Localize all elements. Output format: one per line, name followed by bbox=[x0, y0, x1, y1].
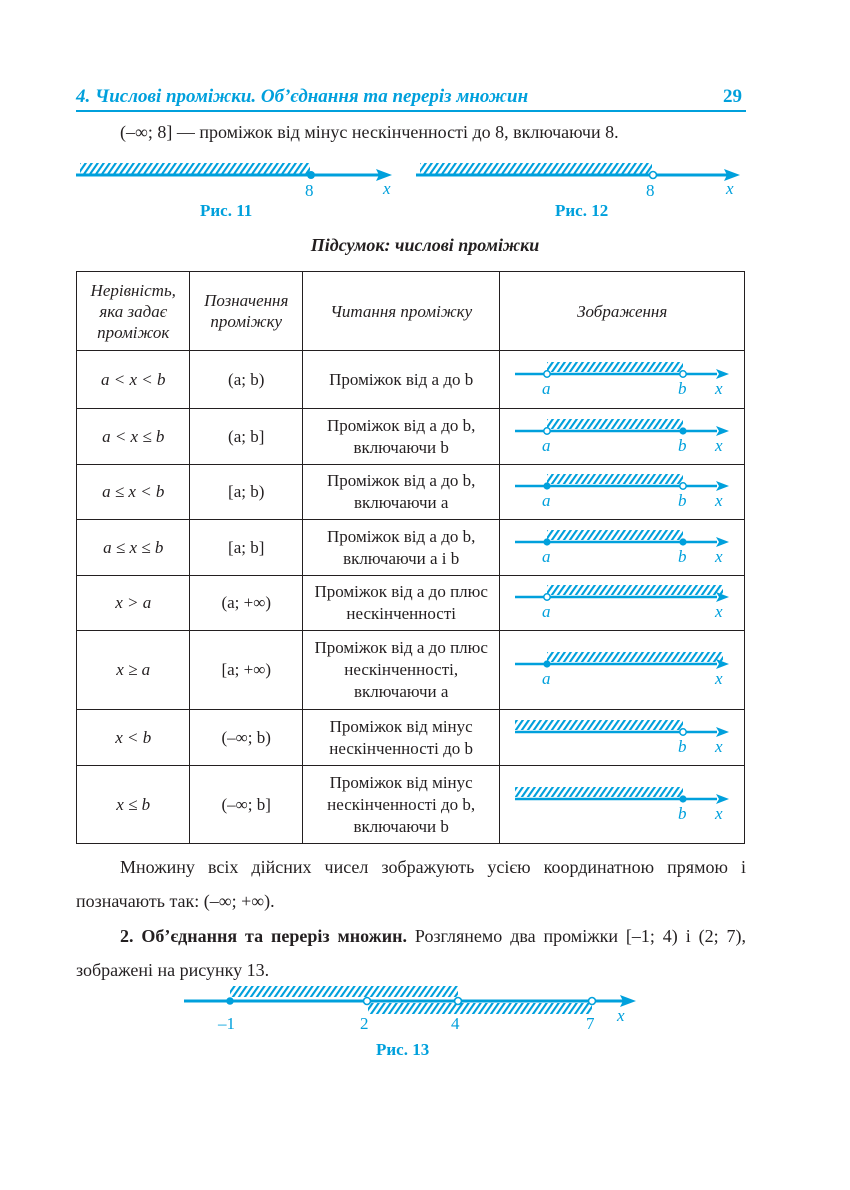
open-point bbox=[544, 370, 550, 376]
hatch-region bbox=[420, 163, 652, 174]
hatch-region bbox=[547, 474, 683, 484]
point-b-label: b bbox=[678, 435, 687, 455]
paragraph-text: Множину всіх дійсних чисел зображують усією координатною прямою і позначають так: (–∞; +∞). bbox=[76, 857, 746, 911]
paragraph-union bbox=[76, 919, 746, 987]
open-point bbox=[680, 728, 686, 734]
fig13-caption: Рис. 13 bbox=[376, 1040, 430, 1059]
summary-title: Підсумок: числові проміжки bbox=[310, 235, 540, 255]
notation-cell: [a; +∞) bbox=[190, 631, 302, 710]
inequality-cell: x < b bbox=[77, 710, 190, 766]
point-label: 2 bbox=[360, 1014, 369, 1033]
intro-line: (–∞; 8] — проміжок від мінус нескінченності до 8, включаючи 8. bbox=[120, 122, 619, 142]
inequality-cell: a ≤ x ≤ b bbox=[77, 520, 190, 576]
axis-var: x bbox=[715, 803, 723, 823]
open-point bbox=[544, 594, 550, 600]
point-a-label: a bbox=[542, 435, 551, 455]
reading-cell: Проміжок від a до b, включаючи b bbox=[302, 409, 499, 465]
header-image: Зображення bbox=[500, 272, 745, 351]
header-notation: Позначення проміжку bbox=[190, 272, 302, 351]
table-row bbox=[77, 710, 745, 766]
number-line bbox=[511, 785, 733, 825]
notation-cell: (–∞; b] bbox=[190, 766, 302, 844]
image-cell bbox=[500, 409, 745, 465]
notation-cell: [a; b] bbox=[190, 520, 302, 576]
closed-point bbox=[680, 538, 687, 545]
closed-point bbox=[680, 795, 687, 802]
number-line bbox=[511, 718, 733, 758]
point-label: 8 bbox=[305, 181, 314, 200]
open-point bbox=[589, 998, 596, 1005]
point-b-label: b bbox=[678, 491, 687, 510]
point-b-label: b bbox=[678, 803, 687, 823]
axis-var: x bbox=[726, 179, 734, 198]
inequality-cell: x ≥ a bbox=[77, 631, 190, 710]
intervals-table bbox=[76, 271, 745, 844]
axis-var: x bbox=[715, 435, 723, 455]
hatch-region-2 bbox=[368, 1003, 592, 1014]
open-point bbox=[680, 483, 686, 489]
point-a-label: a bbox=[542, 669, 551, 688]
arrow-icon bbox=[716, 369, 729, 379]
open-point bbox=[455, 998, 462, 1005]
reading-cell: Проміжок від мінус нескінченності до b bbox=[302, 710, 499, 766]
number-line bbox=[511, 528, 733, 568]
image-cell bbox=[500, 351, 745, 409]
axis-var: x bbox=[715, 378, 723, 398]
image-cell bbox=[500, 465, 745, 520]
hatch-region bbox=[547, 362, 683, 372]
hatch-region-1 bbox=[230, 986, 458, 997]
figure-13 bbox=[180, 985, 640, 1035]
hatch-region bbox=[547, 419, 683, 429]
arrow-icon bbox=[716, 537, 729, 547]
reading-cell: Проміжок від a до b bbox=[302, 351, 499, 409]
hatch-region bbox=[80, 163, 310, 174]
axis-var: x bbox=[383, 179, 391, 198]
fig11-caption: Рис. 11 bbox=[200, 201, 253, 220]
arrow-icon bbox=[716, 794, 729, 804]
reading-cell: Проміжок від a до b, включаючи a bbox=[302, 465, 499, 520]
chapter-title: 4. Числові проміжки. Об’єднання та переріз множин bbox=[76, 86, 529, 107]
notation-cell: (a; b) bbox=[190, 351, 302, 409]
closed-point bbox=[544, 482, 551, 489]
number-line bbox=[511, 360, 733, 400]
reading-cell: Проміжок від a до b, включаючи a і b bbox=[302, 520, 499, 576]
closed-point bbox=[307, 171, 315, 179]
point-a-label: a bbox=[542, 602, 551, 621]
table-row bbox=[77, 766, 745, 844]
number-line bbox=[511, 472, 733, 512]
point-label: 8 bbox=[646, 181, 655, 200]
figure-12 bbox=[416, 158, 740, 200]
hatch-region bbox=[547, 530, 683, 540]
inequality-cell: a < x ≤ b bbox=[77, 409, 190, 465]
image-cell bbox=[500, 576, 745, 631]
axis-var: x bbox=[715, 669, 723, 688]
fig12-caption: Рис. 12 bbox=[555, 201, 609, 220]
arrow-icon bbox=[716, 426, 729, 436]
running-header bbox=[76, 86, 746, 112]
header-reading: Читання проміжку bbox=[302, 272, 499, 351]
table-row bbox=[77, 351, 745, 409]
inequality-cell: a ≤ x < b bbox=[77, 465, 190, 520]
notation-cell: (a; b] bbox=[190, 409, 302, 465]
header-inequality: Нерівність, яка задає проміжок bbox=[77, 272, 190, 351]
page-number: 29 bbox=[723, 86, 742, 107]
closed-point bbox=[544, 538, 551, 545]
image-cell bbox=[500, 710, 745, 766]
hatch-region bbox=[515, 720, 683, 730]
inequality-cell: x > a bbox=[77, 576, 190, 631]
hatch-region bbox=[547, 585, 723, 595]
number-line bbox=[511, 650, 733, 690]
axis-var: x bbox=[715, 546, 723, 566]
table-row bbox=[77, 409, 745, 465]
point-b-label: b bbox=[678, 546, 687, 566]
paragraph-text: Розглянемо два проміжки [–1; 4) і (2; 7), зображені на рисунку 13. bbox=[76, 926, 746, 980]
paragraph-real-line bbox=[76, 850, 746, 918]
closed-point bbox=[680, 427, 687, 434]
closed-point bbox=[544, 660, 551, 667]
arrow-icon bbox=[716, 481, 729, 491]
reading-cell: Проміжок від мінус нескінченності до b, включаючи b bbox=[302, 766, 499, 844]
table-row bbox=[77, 520, 745, 576]
arrow-icon bbox=[716, 727, 729, 737]
point-a-label: a bbox=[542, 491, 551, 510]
image-cell bbox=[500, 520, 745, 576]
table-row bbox=[77, 576, 745, 631]
notation-cell: (a; +∞) bbox=[190, 576, 302, 631]
point-label: 4 bbox=[451, 1014, 460, 1033]
closed-point bbox=[226, 997, 234, 1005]
point-a-label: a bbox=[542, 546, 551, 566]
image-cell bbox=[500, 631, 745, 710]
hatch-region bbox=[547, 652, 723, 662]
table-row bbox=[77, 465, 745, 520]
open-point bbox=[680, 370, 686, 376]
hatch-region bbox=[515, 787, 683, 797]
figure-11 bbox=[76, 158, 392, 200]
number-line bbox=[511, 583, 733, 623]
point-b-label: b bbox=[678, 378, 687, 398]
image-cell bbox=[500, 766, 745, 844]
table-header-row bbox=[77, 272, 745, 351]
axis-var: x bbox=[715, 602, 723, 621]
notation-cell: [a; b) bbox=[190, 465, 302, 520]
table-row bbox=[77, 631, 745, 710]
open-point bbox=[364, 998, 371, 1005]
reading-cell: Проміжок від a до плюс нескінченності bbox=[302, 576, 499, 631]
open-point bbox=[650, 172, 657, 179]
point-b-label: b bbox=[678, 736, 687, 756]
point-label: 7 bbox=[586, 1014, 595, 1033]
open-point bbox=[544, 427, 550, 433]
number-line bbox=[511, 417, 733, 457]
axis-var: x bbox=[715, 736, 723, 756]
inequality-cell: a < x < b bbox=[77, 351, 190, 409]
inequality-cell: x ≤ b bbox=[77, 766, 190, 844]
point-a-label: a bbox=[542, 378, 551, 398]
section-heading: 2. Об’єднання та переріз множин. bbox=[120, 926, 407, 946]
axis-var: x bbox=[617, 1006, 625, 1025]
point-label: –1 bbox=[218, 1014, 235, 1033]
reading-cell: Проміжок від a до плюс нескінченності, включаючи a bbox=[302, 631, 499, 710]
notation-cell: (–∞; b) bbox=[190, 710, 302, 766]
axis-var: x bbox=[715, 491, 723, 510]
